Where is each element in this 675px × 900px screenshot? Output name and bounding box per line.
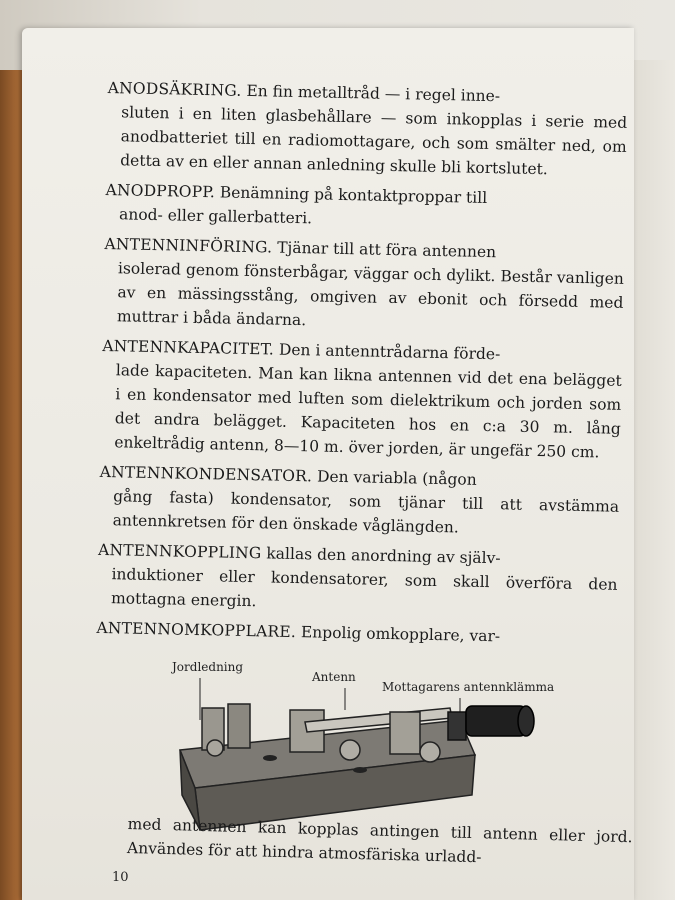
entry-first-line: Den i antenntrådarna förde- (273, 340, 501, 364)
entry-first-line: Den variabla (någon (311, 467, 477, 489)
label-receiver-terminal: Mottagarens antennklämma (382, 680, 555, 694)
page-number: 10 (112, 870, 129, 885)
entry-head: ANTENNKONDENSATOR. (99, 462, 313, 486)
entry-antenninforing (103, 232, 625, 339)
entry-first-line: Tjänar till att föra antennen (272, 238, 497, 262)
entry-first-line: Benämning på kontaktproppar till (214, 183, 488, 207)
entry-head: ANTENNKOPPLING (97, 540, 262, 563)
continuation-paragraph: med antennen kan kopplas antingen till antenn eller jord. Användes för att hindra atmosfäriska urladd- (126, 814, 633, 867)
entry-first-line: Enpolig omkopplare, var- (295, 623, 501, 646)
entry-continuation: isolerad genom fönsterbågar, väggar och dylikt. Består vanligen av en mässingsstång, omgiven av ebonit och försedd med muttrar i båda ändarna. (116, 259, 625, 330)
label-antenna: Antenn (312, 670, 356, 684)
entry-antennomkopplare (96, 616, 616, 651)
entry-first-line: En fin metalltråd — i regel inne- (241, 81, 501, 106)
antenna-switch-illustration (160, 660, 580, 840)
entry-continuation: sluten i en liten glasbehållare — som inkopplas i serie med anodbatteriet till en radiomottagare, och som smälter ned, om detta av en eller annan anledning skulle bli kortslutet. (120, 103, 628, 179)
entry-antennkapacitet (100, 334, 622, 465)
label-ground-lead: Jordledning (172, 660, 244, 674)
entry-antennkondensator (98, 460, 619, 543)
entry-anodpropp (105, 178, 626, 237)
entry-first-line: kallas den anordning av själv- (261, 544, 501, 568)
entry-head: ANTENNKAPACITET. (102, 336, 275, 359)
entry-head: ANODSÄKRING. (107, 78, 242, 100)
entry-head: ANTENNINFÖRING. (104, 234, 273, 257)
entry-continuation: lade kapaciteten. Man kan likna antennen vid det ena belägget i en kondensator med luften som dielektrikum och jorden som det andra belägget. Kapaciteten hos en c:a 30 m. lång enkeltrådig antenn, 8—10 m. över jorden, är ungefär 250 cm. (114, 361, 622, 462)
entry-head: ANTENNOMKOPPLARE. (96, 618, 297, 642)
entry-continuation: induktioner eller kondensatorer, som skall överföra den mottagna energin. (110, 565, 618, 611)
dictionary-text (96, 76, 628, 657)
entry-anodsakring (106, 76, 628, 183)
entry-head: ANODPROPP. (105, 180, 216, 202)
entry-continuation: gång fasta) kondensator, som tjänar till att avstämma antennkretsen för den önskade våglängden. (112, 487, 620, 537)
entry-antennkoppling (97, 538, 618, 621)
entry-continuation: anod- eller gallerbatteri. (118, 205, 313, 228)
